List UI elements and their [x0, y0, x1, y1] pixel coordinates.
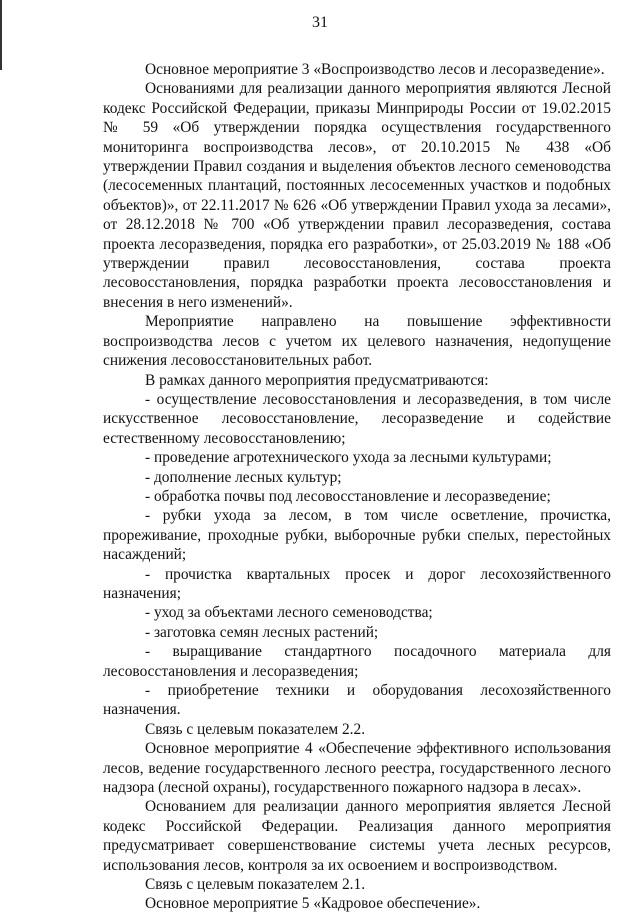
list-item: - прочистка квартальных просек и дорог лесохозяйственного назначения; [103, 565, 611, 602]
list-item: - осуществление лесовосстановления и лесоразведения, в том числе искусственное лесовосстановление, лесоразведение и содействие естественному лесовосстановлению; [103, 390, 611, 447]
list-item: - рубки ухода за лесом, в том числе осветление, прочистка, прореживание, проходные рубки, выборочные рубки спелых, перестойных насаждений; [103, 507, 611, 564]
list-item: - уход за объектами лесного семеноводства; [145, 604, 433, 622]
page-edge-line [0, 0, 2, 70]
list-item: - выращивание стандартного посадочного материала для лесовосстановления и лесоразведения; [103, 643, 611, 680]
document-body [103, 60, 611, 914]
paragraph-activity-5-title: Основное мероприятие 5 «Кадровое обеспечение». [145, 895, 481, 913]
list-item: - обработка почвы под лесовосстановление и лесоразведение; [145, 487, 551, 505]
paragraph-activity-3-title: Основное мероприятие 3 «Воспроизводство лесов и лесоразведение». [145, 61, 605, 78]
paragraph-indicator-link: Связь с целевым показателем 2.2. [145, 720, 366, 738]
paragraph-legal-basis: Основаниями для реализации данного мероприятия являются Лесной кодекс Российской Федерации, приказы Минприроды России от 19.02.2015 № 59 «Об утверждении порядка осуществления государственного мониторинга воспроизводства лесов», от 20.10.2015 № 438 «Об утверждении Правил создания и выделения объектов лесного семеноводства (лесосеменных плантаций, постоянных лесосеменных участков и подобных объектов)», от 22.11.2017 № 626 «Об утверждении Правил ухода за лесами», от 28.12.2018 № 700 «Об утверждении правил лесоразведения, состава проекта лесоразведения, порядка его разработки», от 25.03.2019 № 188 «Об утверждении правил лесовосстановления, состава проекта лесовосстановления, порядка разработки проекта лесовосстановления и внесения в него изменений». [103, 80, 611, 311]
paragraph-activity-purpose: Мероприятие направлено на повышение эффективности воспроизводства лесов с учетом их целевого назначения, недопущение снижения лесовосстановительных работ. [103, 313, 611, 370]
list-item: - дополнение лесных культур; [145, 468, 342, 486]
list-item: - проведение агротехнического ухода за лесными культурами; [145, 449, 552, 467]
paragraph-activity-4-title: Основное мероприятие 4 «Обеспечение эффективного использования лесов, ведение государственного лесного реестра, государственного лесного надзора (лесной охраны), государственного пожарного надзора в лесах». [103, 740, 611, 797]
list-item: - заготовка семян лесных растений; [145, 623, 379, 641]
list-item: - приобретение техники и оборудования лесохозяйственного назначения. [103, 682, 611, 719]
page-number: 31 [312, 14, 328, 31]
paragraph-list-intro: В рамках данного мероприятия предусматриваются: [145, 371, 489, 389]
paragraph-activity-4-basis: Основанием для реализации данного мероприятия является Лесной кодекс Российской Федерации. Реализация данного мероприятия предусматривает совершенствование системы учета лесных ресурсов, использования лесов, контроля за их освоением и воспроизводством. [103, 798, 611, 874]
paragraph-indicator-link: Связь с целевым показателем 2.1. [145, 876, 366, 894]
